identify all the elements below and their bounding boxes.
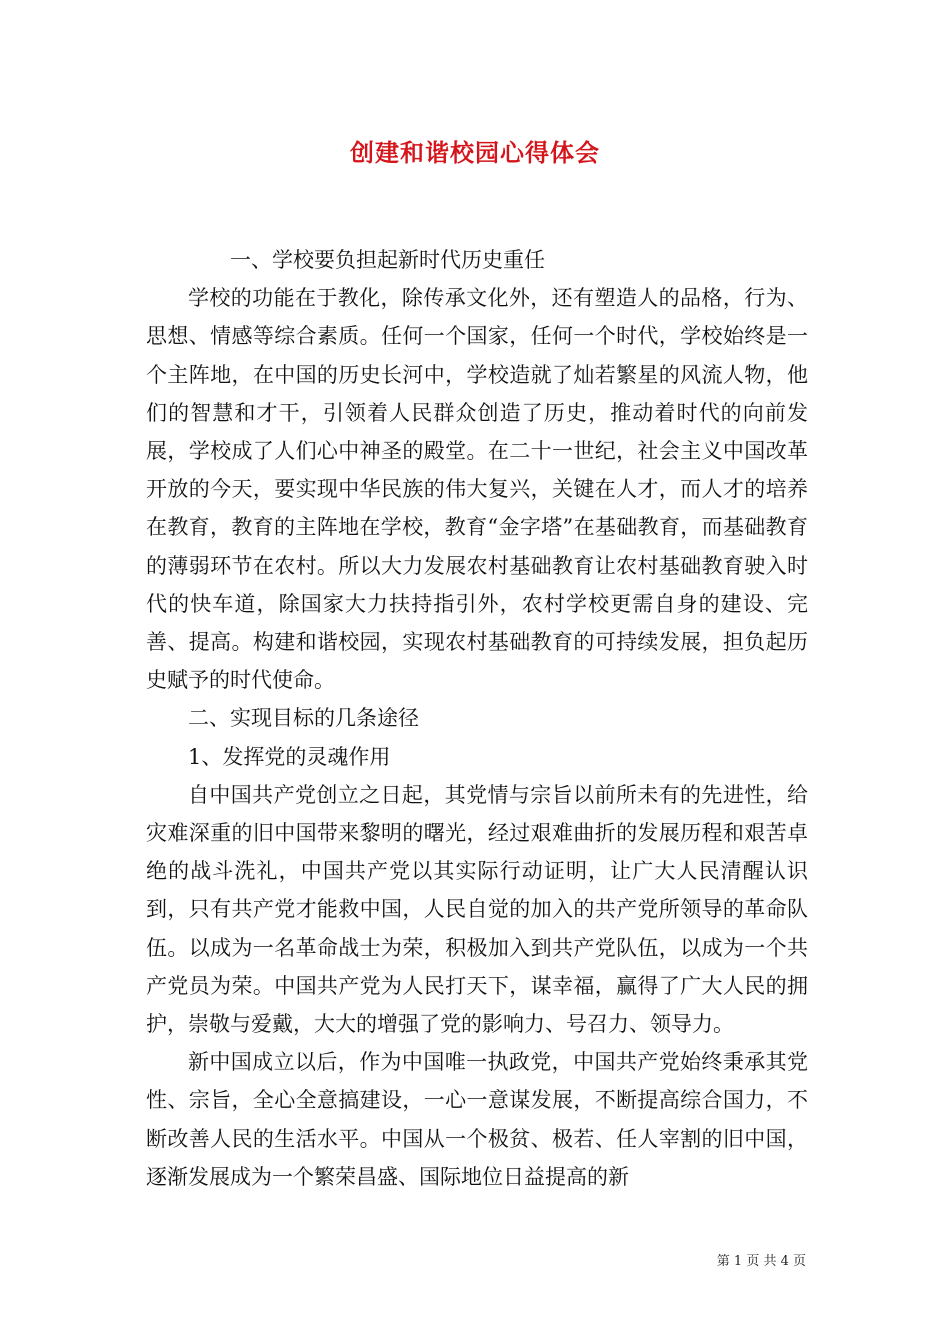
- page-number-footer: 第 1 页 共 4 页: [716, 1254, 806, 1269]
- section-heading-1: 一、学校要负担起新时代历史重任: [230, 248, 545, 272]
- section-heading-2: 二、实现目标的几条途径: [188, 706, 419, 731]
- paragraph-3: 新中国成立以后，作为中国唯一执政党，中国共产党始终秉承其党性、宗旨，全心全意搞建设，一心一意谋发展，不断提高综合国力，不断改善人民的生活水平。中国从一个极贫、极若、任人宰割的旧中国，逐渐发展成为一个繁荣昌盛、国际地位日益提高的新: [146, 1050, 808, 1189]
- document-title: 创建和谐校园心得体会: [350, 138, 600, 167]
- document-body: [146, 241, 808, 1196]
- subsection-heading-1: 1、发挥党的灵魂作用: [188, 744, 391, 769]
- paragraph-1: 学校的功能在于教化，除传承文化外，还有塑造人的品格，行为、思想、情感等综合素质。任何一个国家，任何一个时代，学校始终是一个主阵地，在中国的历史长河中，学校造就了灿若繁星的风流人物，他们的智慧和才干，引领着人民群众创造了历史，推动着时代的向前发展，学校成了人们心中神圣的殿堂。在二十一世纪，社会主义中国改革开放的今天，要实现中华民族的伟大复兴，关键在人才，而人才的培养在教育，教育的主阵地在学校，教育“金字塔”在基础教育，而基础教育的薄弱环节在农村。所以大力发展农村基础教育让农村基础教育驶入时代的快车道，除国家大力扶持指引外，农村学校更需自身的建设、完善、提高。构建和谐校园，实现农村基础教育的可持续发展，担负起历史赋予的时代使命。: [146, 286, 808, 693]
- paragraph-2: 自中国共产党创立之日起，其党情与宗旨以前所未有的先进性，给灾难深重的旧中国带来黎明的曙光，经过艰难曲折的发展历程和艰苦卓绝的战斗洗礼，中国共产党以其实际行动证明，让广大人民清醒认识到，只有共产党才能救中国，人民自觉的加入的共产党所领导的革命队伍。以成为一名革命战士为荣，积极加入到共产党队伍，以成为一个共产党员为荣。中国共产党为人民打天下，谋幸福，赢得了广大人民的拥护，崇敬与爱戴，大大的增强了党的影响力、号召力、领导力。: [146, 782, 808, 1037]
